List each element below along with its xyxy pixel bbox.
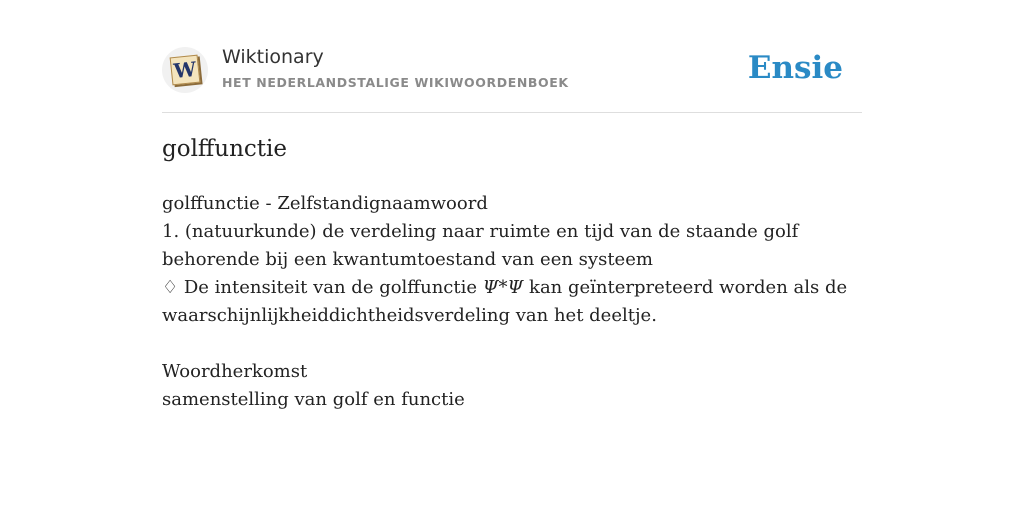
- example-formula: Ψ*Ψ: [482, 277, 524, 298]
- example-sentence: [162, 274, 862, 330]
- entry-content: [162, 190, 862, 414]
- etymology-text: samenstelling van golf en functie: [162, 389, 465, 410]
- etymology-heading: Woordherkomst: [162, 361, 308, 382]
- wiktionary-logo-icon[interactable]: [162, 47, 208, 93]
- spacer: [162, 330, 862, 358]
- ensie-brand-logo[interactable]: Ensie: [747, 50, 843, 86]
- example-suffix: kan geïnterpreteerd worden als de waarschijnlijkheiddichtheidsverdeling van het deeltje.: [162, 277, 848, 326]
- definition: 1. (natuurkunde) de verdeling naar ruimte en tijd van de staande golf behorende bij een kwantumtoestand van een systeem: [162, 221, 799, 270]
- word-type: golffunctie - Zelfstandignaamwoord: [162, 193, 488, 214]
- site-subtitle: HET NEDERLANDSTALIGE WIKIWOORDENBOEK: [222, 75, 569, 90]
- page-title: golffunctie: [162, 136, 287, 162]
- site-header: [162, 40, 862, 113]
- logo-letter: W: [170, 55, 201, 86]
- site-name[interactable]: Wiktionary: [222, 46, 324, 68]
- example-prefix: ♢ De intensiteit van de golffunctie: [162, 277, 483, 298]
